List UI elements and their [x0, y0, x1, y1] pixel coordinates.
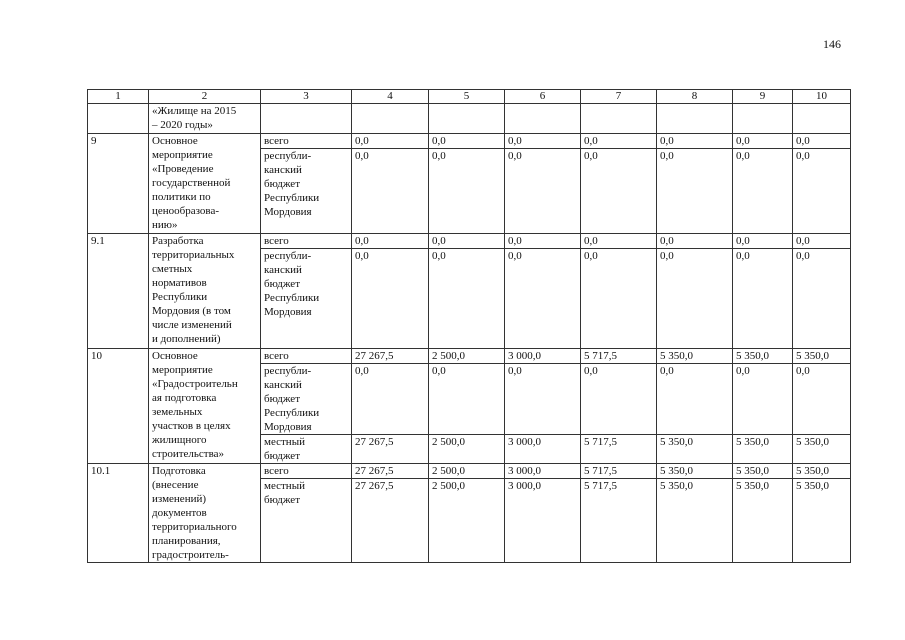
row-name: Основное мероприятие «Градостроительн ая подготовка земельных участков в целях жилищного строительства» [149, 349, 261, 464]
header-cell: 9 [733, 90, 793, 104]
funding-source: местный бюджет [261, 479, 352, 563]
value-cell: 0,0 [429, 134, 505, 149]
value-cell: 0,0 [793, 364, 851, 435]
row-name: «Жилище на 2015 – 2020 годы» [149, 104, 261, 134]
row-number: 10 [88, 349, 149, 464]
value-cell: 0,0 [505, 134, 581, 149]
value-cell: 27 267,5 [352, 349, 429, 364]
value-cell: 0,0 [505, 364, 581, 435]
funding-source: республи- канский бюджет Республики Мордовия [261, 364, 352, 435]
value-cell: 5 717,5 [581, 349, 657, 364]
value-cell: 0,0 [733, 234, 793, 249]
table-row [88, 349, 851, 364]
value-cell: 0,0 [429, 249, 505, 349]
value-cell: 0,0 [505, 234, 581, 249]
funding-source: местный бюджет [261, 435, 352, 464]
value-cell: 3 000,0 [505, 479, 581, 563]
header-cell: 6 [505, 90, 581, 104]
value-cell: 0,0 [429, 364, 505, 435]
value-cell: 0,0 [581, 249, 657, 349]
funding-source: республи- канский бюджет Республики Мордовия [261, 149, 352, 234]
header-cell: 1 [88, 90, 149, 104]
value-cell: 5 350,0 [657, 464, 733, 479]
row-number: 9 [88, 134, 149, 234]
value-cell: 0,0 [352, 234, 429, 249]
value-cell: 0,0 [657, 234, 733, 249]
value-cell: 5 717,5 [581, 479, 657, 563]
row-name: Основное мероприятие «Проведение государственной политики по ценообразова- нию» [149, 134, 261, 234]
value-cell: 0,0 [733, 149, 793, 234]
value-cell: 5 350,0 [793, 479, 851, 563]
row-name: Разработка территориальных сметных нормативов Республики Мордовия (в том числе изменений и дополнений) [149, 234, 261, 349]
header-row [88, 90, 851, 104]
value-cell: 5 350,0 [733, 435, 793, 464]
value-cell: 0,0 [793, 149, 851, 234]
value-cell: 0,0 [657, 134, 733, 149]
value-cell: 0,0 [733, 249, 793, 349]
header-cell: 10 [793, 90, 851, 104]
row-number: 9.1 [88, 234, 149, 349]
value-cell: 5 717,5 [581, 435, 657, 464]
value-cell: 0,0 [581, 134, 657, 149]
value-cell: 0,0 [657, 249, 733, 349]
header-cell: 8 [657, 90, 733, 104]
row-number [88, 104, 149, 134]
value-cell: 5 350,0 [793, 435, 851, 464]
value-cell: 0,0 [733, 364, 793, 435]
value-cell: 3 000,0 [505, 435, 581, 464]
funding-source: всего [261, 464, 352, 479]
budget-table [87, 89, 851, 563]
value-cell: 0,0 [581, 234, 657, 249]
value-cell: 0,0 [793, 249, 851, 349]
header-cell: 3 [261, 90, 352, 104]
value-cell: 27 267,5 [352, 435, 429, 464]
value-cell: 0,0 [733, 134, 793, 149]
value-cell: 5 350,0 [793, 464, 851, 479]
value-cell: 0,0 [657, 149, 733, 234]
value-cell: 0,0 [793, 134, 851, 149]
value-cell: 5 350,0 [657, 349, 733, 364]
value-cell: 0,0 [505, 249, 581, 349]
page-number: 146 [823, 37, 841, 51]
value-cell: 0,0 [429, 234, 505, 249]
header-cell: 4 [352, 90, 429, 104]
value-cell: 0,0 [352, 149, 429, 234]
value-cell: 0,0 [352, 364, 429, 435]
value-cell: 27 267,5 [352, 479, 429, 563]
funding-source: всего [261, 349, 352, 364]
header-cell: 7 [581, 90, 657, 104]
value-cell: 2 500,0 [429, 464, 505, 479]
value-cell: 5 350,0 [657, 435, 733, 464]
value-cell: 3 000,0 [505, 349, 581, 364]
row-name: Подготовка (внесение изменений) документов территориального планирования, градостроитель- [149, 464, 261, 563]
value-cell: 3 000,0 [505, 464, 581, 479]
table-row [88, 464, 851, 479]
value-cell: 2 500,0 [429, 349, 505, 364]
value-cell: 2 500,0 [429, 435, 505, 464]
value-cell: 0,0 [581, 149, 657, 234]
funding-source: всего [261, 234, 352, 249]
value-cell: 5 350,0 [657, 479, 733, 563]
value-cell: 27 267,5 [352, 464, 429, 479]
funding-source: всего [261, 134, 352, 149]
table-row [88, 104, 851, 134]
value-cell: 0,0 [657, 364, 733, 435]
value-cell: 5 717,5 [581, 464, 657, 479]
funding-source: республи- канский бюджет Республики Мордовия [261, 249, 352, 349]
value-cell: 0,0 [352, 249, 429, 349]
value-cell: 0,0 [352, 134, 429, 149]
value-cell: 5 350,0 [733, 464, 793, 479]
value-cell: 2 500,0 [429, 479, 505, 563]
value-cell: 0,0 [505, 149, 581, 234]
table-row [88, 134, 851, 149]
header-cell: 2 [149, 90, 261, 104]
value-cell: 0,0 [429, 149, 505, 234]
value-cell: 5 350,0 [733, 479, 793, 563]
row-number: 10.1 [88, 464, 149, 563]
value-cell: 0,0 [581, 364, 657, 435]
value-cell: 0,0 [793, 234, 851, 249]
value-cell: 5 350,0 [793, 349, 851, 364]
table-row [88, 234, 851, 249]
value-cell: 5 350,0 [733, 349, 793, 364]
header-cell: 5 [429, 90, 505, 104]
